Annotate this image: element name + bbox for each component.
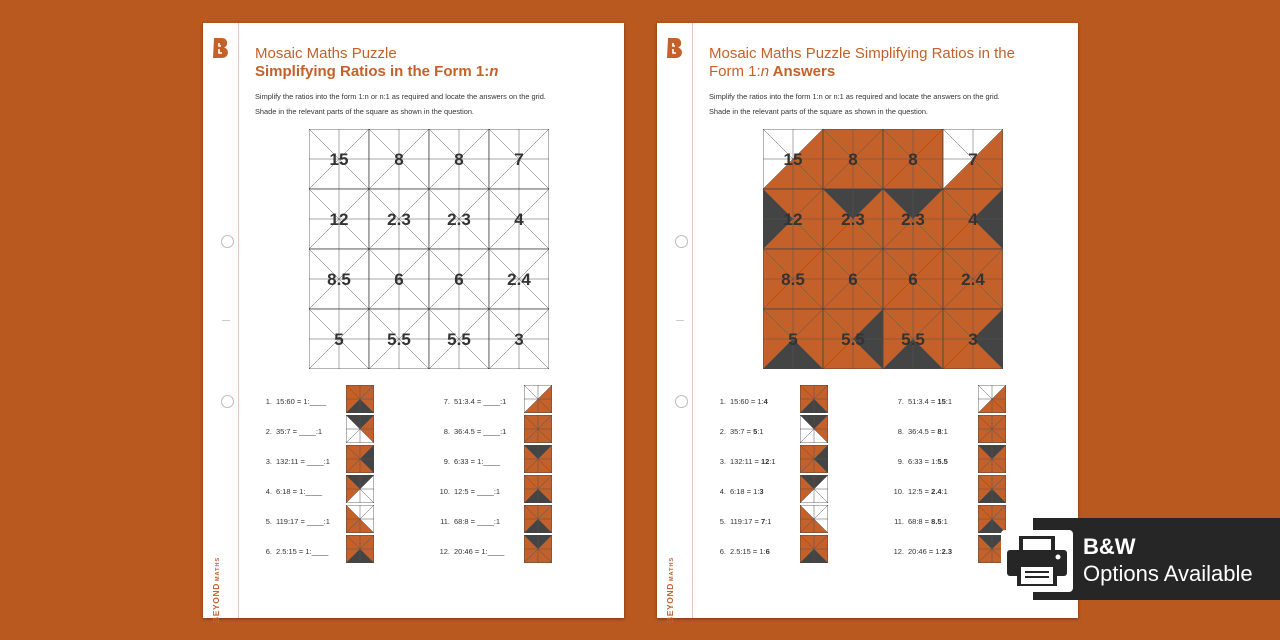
question-text: 9. 6:33 = 1:____ bbox=[443, 457, 501, 466]
banner-title: B&W bbox=[1083, 534, 1136, 559]
grid-number: 8.5 bbox=[327, 270, 351, 289]
tile bbox=[800, 535, 828, 563]
tile bbox=[800, 475, 828, 503]
question-text: 5. 119:17 = 7:1 bbox=[719, 517, 772, 526]
question-list bbox=[437, 385, 617, 565]
question-row bbox=[437, 415, 617, 445]
question-text: 9. 6:33 = 1:5.5 bbox=[897, 457, 948, 466]
grid-number: 2.3 bbox=[841, 210, 865, 229]
question-text: 6. 2.5:15 = 1:6 bbox=[719, 547, 770, 556]
question-tile bbox=[524, 415, 552, 443]
question-tile bbox=[800, 505, 828, 533]
grid-number: 15 bbox=[783, 150, 803, 169]
question-text: 2. 35:7 = 5:1 bbox=[719, 427, 764, 436]
question-row bbox=[891, 445, 1071, 475]
question-row bbox=[891, 385, 1071, 415]
question-text: 7. 51:3.4 = ____:1 bbox=[443, 397, 507, 406]
question-tile bbox=[346, 445, 374, 473]
grid-number: 8.5 bbox=[781, 270, 805, 289]
question-text: 4. 6:18 = 1:____ bbox=[265, 487, 323, 496]
question-text: 8. 36:4.5 = 8:1 bbox=[897, 427, 948, 436]
grid-number: 4 bbox=[514, 210, 524, 229]
page-title: Mosaic Maths Puzzle Simplifying Ratios in the Form 1:n Answers bbox=[709, 45, 1015, 80]
page-title: Mosaic Maths Puzzle Simplifying Ratios in the Form 1:n bbox=[255, 45, 499, 80]
tile bbox=[346, 535, 374, 563]
tile bbox=[346, 385, 374, 413]
grid-number: 7 bbox=[968, 150, 978, 169]
question-tile bbox=[800, 535, 828, 563]
question-row bbox=[259, 385, 439, 415]
beyond-logo-icon bbox=[665, 37, 685, 59]
mosaic-answer-grid bbox=[763, 129, 1003, 369]
question-row bbox=[437, 445, 617, 475]
brand-label: BEYONDMATHS bbox=[665, 556, 675, 623]
question-row bbox=[259, 535, 439, 565]
question-row bbox=[437, 505, 617, 535]
question-text: 4. 6:18 = 1:3 bbox=[719, 487, 764, 496]
question-tile bbox=[524, 445, 552, 473]
question-text: 11. 68:8 = ____:1 bbox=[440, 517, 501, 526]
tile bbox=[524, 505, 552, 533]
grid-number: 3 bbox=[968, 330, 978, 349]
tile bbox=[978, 385, 1006, 413]
tile bbox=[800, 415, 828, 443]
grid-number: 5.5 bbox=[387, 330, 411, 349]
question-tile bbox=[800, 385, 828, 413]
question-row bbox=[891, 415, 1071, 445]
grid-number: 12 bbox=[329, 210, 349, 229]
question-text: 1. 15:60 = 1:____ bbox=[265, 397, 327, 406]
question-text: 10. 12:5 = 2.4:1 bbox=[893, 487, 948, 496]
tile bbox=[800, 385, 828, 413]
margin-line bbox=[238, 23, 239, 618]
grid-number: 8 bbox=[908, 150, 918, 169]
fold-mark bbox=[222, 320, 230, 321]
grid-number: 4 bbox=[968, 210, 978, 229]
question-text: 12. 20:46 = 1:____ bbox=[439, 547, 505, 556]
question-row bbox=[713, 505, 893, 535]
question-text: 3. 132:11 = ____:1 bbox=[265, 457, 330, 466]
question-row bbox=[259, 505, 439, 535]
tile bbox=[524, 535, 552, 563]
tile bbox=[346, 415, 374, 443]
grid-number: 3 bbox=[514, 330, 524, 349]
grid-number: 5.5 bbox=[841, 330, 865, 349]
question-text: 11. 68:8 = 8.5:1 bbox=[894, 517, 948, 526]
bw-options-banner[interactable] bbox=[1033, 518, 1280, 600]
grid-number: 2.3 bbox=[447, 210, 471, 229]
question-text: 2. 35:7 = ____:1 bbox=[265, 427, 323, 436]
mosaic-grid bbox=[309, 129, 549, 369]
question-text: 5. 119:17 = ____:1 bbox=[265, 517, 330, 526]
question-text: 10. 12:5 = ____:1 bbox=[439, 487, 501, 496]
question-text: 6. 2.5:15 = 1:____ bbox=[265, 547, 329, 556]
question-row bbox=[713, 475, 893, 505]
question-list bbox=[259, 385, 439, 565]
banner-subtitle: Options Available bbox=[1083, 561, 1253, 586]
question-tile bbox=[524, 385, 552, 413]
question-row bbox=[437, 535, 617, 565]
answer-list bbox=[713, 385, 893, 565]
question-tile bbox=[800, 415, 828, 443]
question-row bbox=[713, 415, 893, 445]
question-row bbox=[259, 445, 439, 475]
grid-number: 6 bbox=[394, 270, 404, 289]
grid-number: 2.4 bbox=[961, 270, 985, 289]
brand-label: BEYONDMATHS bbox=[211, 556, 221, 623]
grid-number: 2.3 bbox=[387, 210, 411, 229]
question-tile bbox=[346, 385, 374, 413]
question-tile bbox=[978, 475, 1006, 503]
question-row bbox=[259, 415, 439, 445]
punch-hole bbox=[675, 235, 688, 248]
tile bbox=[978, 475, 1006, 503]
tile bbox=[524, 445, 552, 473]
answers-page bbox=[657, 23, 1078, 623]
question-tile bbox=[978, 505, 1006, 533]
grid-number: 5 bbox=[334, 330, 344, 349]
grid-number: 6 bbox=[908, 270, 918, 289]
worksheet-page bbox=[203, 23, 624, 623]
tile bbox=[346, 475, 374, 503]
instructions: Simplify the ratios into the form 1:n or n:1 as required and locate the answers on the grid. Shade in the relevant parts of the square as shown in the question. bbox=[255, 92, 546, 116]
question-text: 1. 15:60 = 1:4 bbox=[719, 397, 768, 406]
question-tile bbox=[346, 535, 374, 563]
grid-number: 8 bbox=[394, 150, 404, 169]
tile bbox=[346, 445, 374, 473]
question-row bbox=[713, 535, 893, 565]
grid-number: 8 bbox=[848, 150, 858, 169]
punch-hole bbox=[221, 395, 234, 408]
question-row bbox=[713, 445, 893, 475]
question-row bbox=[891, 475, 1071, 505]
question-tile bbox=[978, 415, 1006, 443]
grid-number: 12 bbox=[783, 210, 803, 229]
question-tile bbox=[524, 535, 552, 563]
tile bbox=[800, 505, 828, 533]
grid-number: 6 bbox=[454, 270, 464, 289]
question-tile bbox=[346, 475, 374, 503]
instructions: Simplify the ratios into the form 1:n or n:1 as required and locate the answers on the grid. Shade in the relevant parts of the square as shown in the question. bbox=[709, 92, 1000, 116]
grid-number: 15 bbox=[329, 150, 349, 169]
grid-number: 7 bbox=[514, 150, 524, 169]
question-row bbox=[437, 385, 617, 415]
tile bbox=[346, 505, 374, 533]
margin-line bbox=[692, 23, 693, 618]
question-tile bbox=[346, 415, 374, 443]
tile bbox=[800, 445, 828, 473]
tile bbox=[978, 415, 1006, 443]
question-row bbox=[437, 475, 617, 505]
punch-hole bbox=[675, 395, 688, 408]
grid-number: 6 bbox=[848, 270, 858, 289]
question-tile bbox=[524, 475, 552, 503]
question-tile bbox=[800, 445, 828, 473]
tile bbox=[978, 445, 1006, 473]
question-text: 7. 51:3.4 = 15:1 bbox=[897, 397, 953, 406]
question-text: 8. 36:4.5 = ____:1 bbox=[443, 427, 507, 436]
question-tile bbox=[978, 445, 1006, 473]
printer-icon bbox=[1001, 530, 1073, 592]
grid-number: 5 bbox=[788, 330, 798, 349]
grid-number: 8 bbox=[454, 150, 464, 169]
tile bbox=[524, 415, 552, 443]
grid-number: 5.5 bbox=[901, 330, 925, 349]
question-text: 12. 20:46 = 1:2.3 bbox=[893, 547, 953, 556]
question-row bbox=[259, 475, 439, 505]
grid-number: 2.3 bbox=[901, 210, 925, 229]
grid-number: 5.5 bbox=[447, 330, 471, 349]
question-row bbox=[713, 385, 893, 415]
fold-mark bbox=[676, 320, 684, 321]
tile bbox=[524, 385, 552, 413]
tile bbox=[978, 505, 1006, 533]
question-tile bbox=[524, 505, 552, 533]
question-tile bbox=[978, 385, 1006, 413]
question-tile bbox=[346, 505, 374, 533]
tile bbox=[524, 475, 552, 503]
question-tile bbox=[800, 475, 828, 503]
beyond-logo-icon bbox=[211, 37, 231, 59]
question-text: 3. 132:11 = 12:1 bbox=[719, 457, 776, 466]
punch-hole bbox=[221, 235, 234, 248]
grid-number: 2.4 bbox=[507, 270, 531, 289]
